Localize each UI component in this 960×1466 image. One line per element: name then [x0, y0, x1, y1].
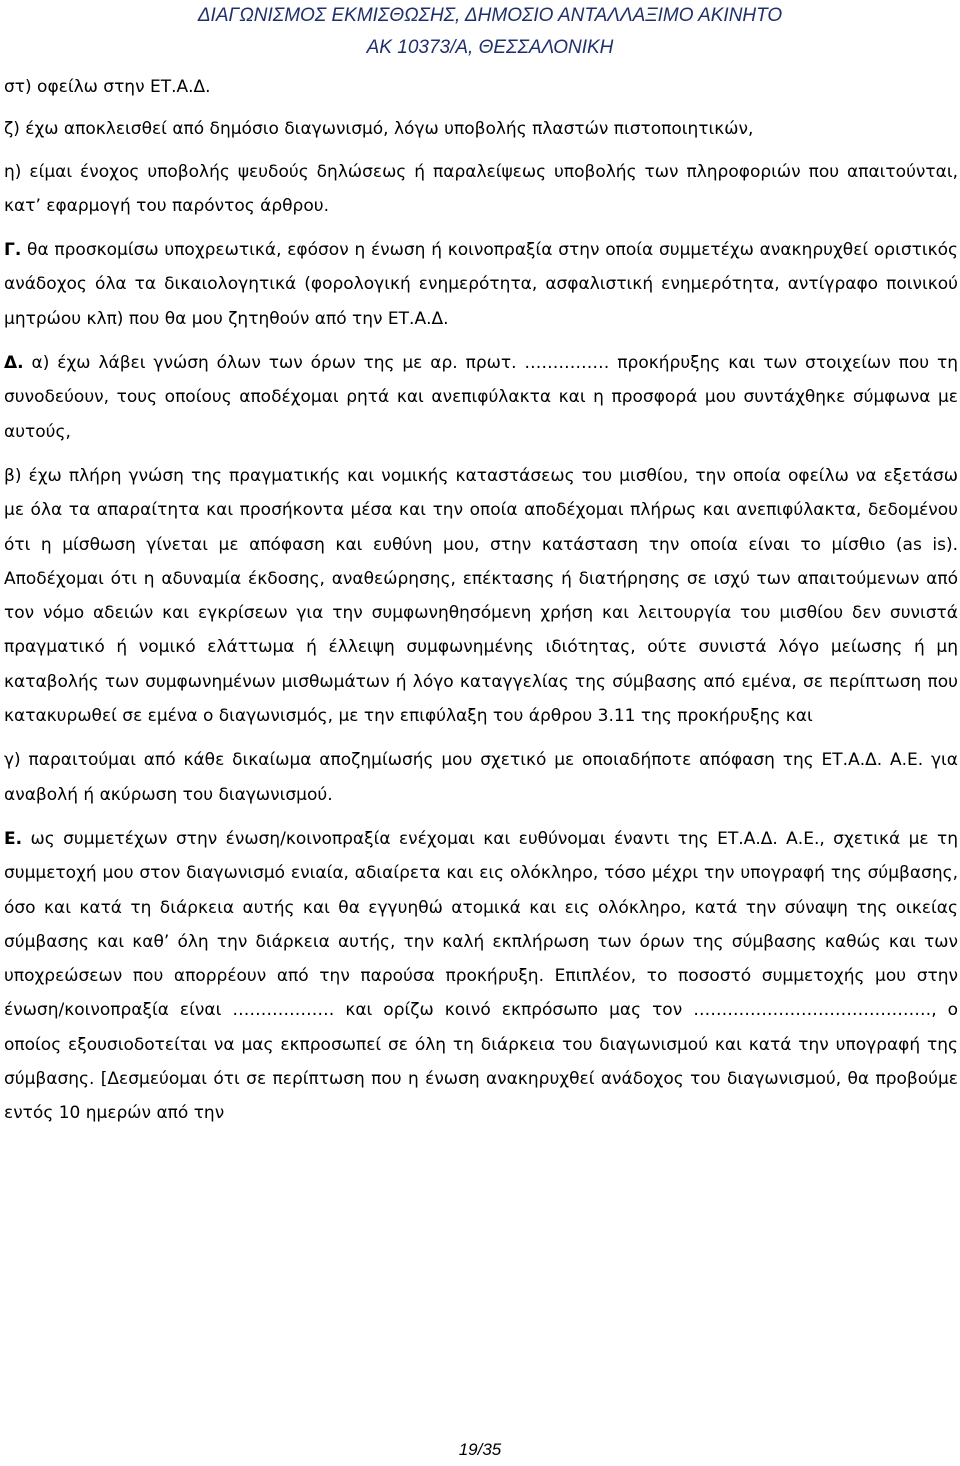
section-label-e: Ε. [4, 828, 23, 849]
page-number: 19/35 [458, 1440, 502, 1459]
document-body [4, 70, 958, 1131]
paragraph-e-text: ως συμμετέχων στην ένωση/κοινοπραξία ενέχομαι και ευθύνομαι έναντι της ΕΤ.Α.Δ. Α.Ε., σχετικά με τη συμμετοχή μου στον διαγωνισμό ενιαία, αδιαίρετα και εις ολόκληρο, τόσο μέχρι την υπογραφή της σύμβασης, όσο και κατά τη διάρκεια αυτής και θα εγγυηθώ ατομικά και εις ολόκληρο, κατά την σύναψη της οικείας σύμβασης και καθ’ όλη την διάρκεια αυτής, την καλή εκπλήρωση των όρων της σύμβασης καθώς και των υποχρεώσεων που απορρέουν από την παρούσα προκήρυξη. Επιπλέον, το ποσοστό συμμετοχής μου στην ένωση/κοινοπραξία είναι ……………… και ορίζω κοινό εκπρόσωπο μας τον ……………………………………, ο οποίος εξουσιοδοτείται να μας εκπροσωπεί σε όλη τη διάρκεια του διαγωνισμού και κατά την υπογραφή της σύμβασης. [Δεσμεύομαι ότι σε περίπτωση που η ένωση ανακηρυχθεί ανάδοχος του διαγωνισμού, θα προβούμε εντός 10 ημερών από την [4, 828, 959, 1124]
paragraph-d-b: β) έχω πλήρη γνώση της πραγματικής και νομικής καταστάσεως του μισθίου, την οποία οφείλω να εξετάσω με όλα τα απαραίτητα και προσήκοντα μέσα και την οποία αποδέχομαι πλήρως και ανεπιφύλακτα, δεδομένου ότι η μίσθωση γίνεται με απόφαση και ευθύνη μου, στην κατάσταση την οποία είναι το μίσθιο (as is). Αποδέχομαι ότι η αδυναμία έκδοσης, αναθεώρησης, επέκτασης ή διατήρησης σε ισχύ των απαιτούμενων από τον νόμο αδειών και εγκρίσεων για την συμφωνηθησόμενη χρήση και λειτουργία του μισθίου δεν συνιστά πραγματικό ή νομικό ελάττωμα ή έλλειψη συμφωνημένης ιδιότητας, ούτε συνιστά λόγο μείωσης ή μη καταβολής των συμφωνημένων μισθωμάτων ή λόγο καταγγελίας της σύμβασης από εμένα, σε περίπτωση που κατακυρωθεί σε εμένα ο διαγωνισμός, με την επιφύλαξη του άρθρου 3.11 της προκήρυξης και [4, 465, 958, 727]
section-label-g: Γ. [4, 240, 22, 261]
paragraph-h: η) είμαι ένοχος υποβολής ψευδούς δηλώσεως ή παραλείψεως υποβολής των πληροφοριών που απαιτούνται, κατ’ εφαρμογή του παρόντος άρθρου. [4, 161, 958, 216]
paragraph-e [4, 822, 958, 1131]
paragraph-g-text: θα προσκομίσω υποχρεωτικά, εφόσον η ένωση ή κοινοπραξία στην οποία συμμετέχω ανακηρυχθεί οριστικός ανάδοχος όλα τα δικαιολογητικά (φορολογική ενημερότητα, ασφαλιστική ενημερότητα, αντίγραφο ποινικού μητρώου κλπ) που θα μου ζητηθούν από την ΕΤ.Α.Δ. [4, 240, 958, 329]
paragraph-d-a [4, 346, 958, 449]
paragraph-g [4, 233, 958, 336]
header-line-1: ΔΙΑΓΩΝΙΣΜΟΣ ΕΚΜΙΣΘΩΣΗΣ, ΔΗΜΟΣΙΟ ΑΝΤΑΛΛΑΞΙΜΟ ΑΚΙΝΗΤΟ [197, 5, 783, 26]
section-label-d: Δ. [4, 353, 24, 374]
header-line-2: ΑΚ 10373/Α, ΘΕΣΣΑΛΟΝΙΚΗ [366, 37, 614, 58]
page-header [140, 0, 840, 64]
paragraph-d-c: γ) παραιτούμαι από κάθε δικαίωμα αποζημίωσής μου σχετικό με οποιαδήποτε απόφαση της ΕΤ.Α.Δ. Α.Ε. για αναβολή ή ακύρωση του διαγωνισμού. [4, 750, 958, 805]
paragraph-d-a-text: α) έχω λάβει γνώση όλων των όρων της με αρ. πρωτ. …………… προκήρυξης και των στοιχείων που τη συνοδεύουν, τους οποίους αποδέχομαι ρητά και ανεπιφύλακτα και η προσφορά μου συντάχθηκε σύμφωνα με αυτούς, [4, 353, 959, 442]
paragraph-st: στ) οφείλω στην ΕΤ.Α.Δ. [4, 77, 211, 97]
paragraph-z: ζ) έχω αποκλεισθεί από δημόσιο διαγωνισμό, λόγω υποβολής πλαστών πιστοποιητικών, [4, 119, 754, 140]
